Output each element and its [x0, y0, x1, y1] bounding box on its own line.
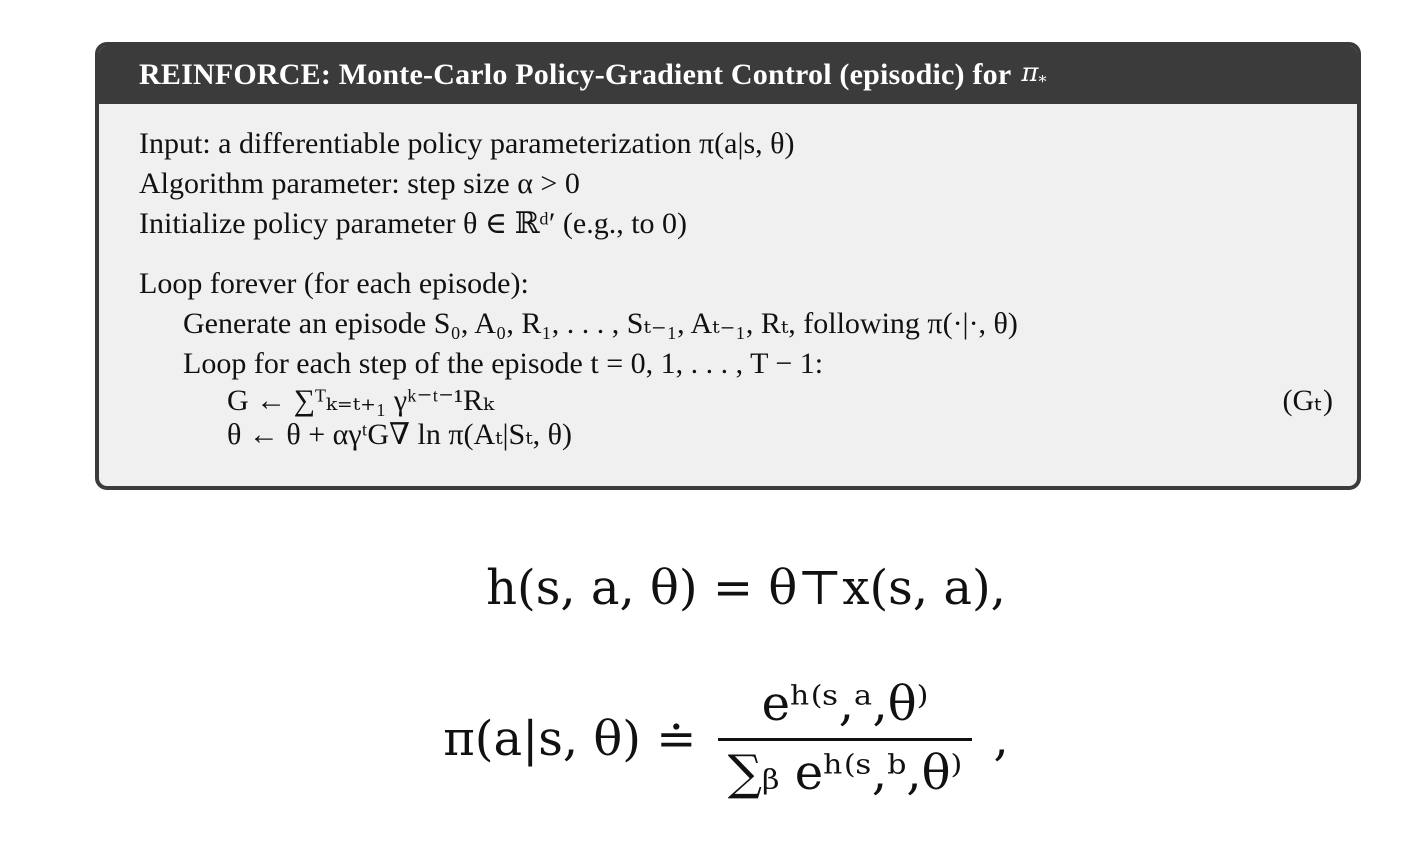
algorithm-title: REINFORCE: Monte-Carlo Policy-Gradient Control (episodic) for: [139, 58, 1012, 91]
algorithm-body: [139, 124, 1333, 452]
algorithm-line-param: Algorithm parameter: step size α > 0: [139, 167, 580, 200]
algorithm-line-step-loop: Loop for each step of the episode t = 0, 1, . . . , T − 1:: [183, 347, 824, 380]
algorithm-line-init: Initialize policy parameter θ ∈ ℝᵈ′ (e.g., to 0): [139, 207, 688, 240]
algorithm-box: [95, 42, 1361, 490]
g-update-expression: G ← ∑ᵀₖ₌ₜ₊₁ γᵏ⁻ᵗ⁻¹Rₖ: [227, 384, 494, 417]
algorithm-line-g-update: [139, 384, 1333, 418]
policy-lhs: π(a|s, θ) ≐: [443, 710, 697, 767]
algorithm-line-generate: Generate an episode S₀, A₀, R₁, . . . , Sₜ₋₁, Aₜ₋₁, Rₜ, following π(·|·, θ): [183, 307, 1018, 340]
policy-fraction: [718, 676, 973, 801]
policy-numerator: eʰ⁽ˢ,ᵃ,θ⁾: [718, 676, 973, 741]
policy-trailing-comma: ,: [993, 710, 1009, 767]
algorithm-line-theta-update: θ ← θ + αγᵗG∇ ln π(Aₜ|Sₜ, θ): [227, 418, 572, 451]
policy-denominator: ∑ᵦ eʰ⁽ˢ,ᵇ,θ⁾: [727, 745, 963, 801]
algorithm-header: [99, 46, 1357, 104]
equation-tag: (Gₜ): [1282, 384, 1333, 417]
softmax-policy-formula: [0, 676, 1412, 801]
algorithm-line-input: Input: a differentiable policy parameterization π(a|s, θ): [139, 127, 795, 160]
algorithm-line-loop: Loop forever (for each episode):: [139, 267, 529, 300]
algorithm-title-symbol: $\pi_*$: [1021, 58, 1047, 92]
preference-formula: h(s, a, θ) = θ⊤x(s, a),: [486, 560, 1006, 616]
